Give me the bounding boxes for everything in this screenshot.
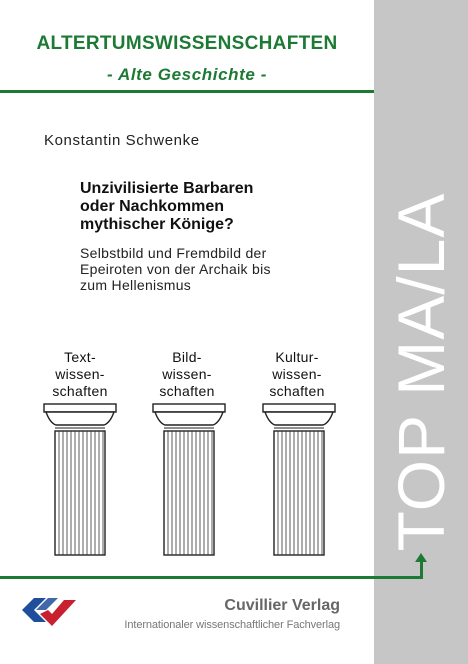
column-label-line: schaften bbox=[269, 383, 325, 399]
column-label-line: Text- bbox=[64, 349, 96, 365]
book-title-line: mythischer Könige? bbox=[80, 216, 234, 233]
column-label-line: wissen- bbox=[55, 366, 105, 382]
column-label-line: schaften bbox=[52, 383, 108, 399]
book-subtitle-line: Selbstbild und Fremdbild der bbox=[80, 245, 267, 261]
book-title-line: Unzivilisierte Barbaren bbox=[80, 180, 254, 197]
doric-column-icon bbox=[153, 404, 225, 555]
series-subtitle: - Alte Geschichte - bbox=[106, 65, 268, 84]
doric-column-icon bbox=[263, 404, 335, 555]
book-subtitle-line: zum Hellenismus bbox=[80, 277, 192, 293]
book-subtitle-line: Epeiroten von der Archaik bis bbox=[80, 261, 271, 277]
arrow-stem bbox=[420, 561, 423, 579]
bottom-divider bbox=[0, 576, 423, 579]
series-title: ALTERTUMSWISSENSCHAFTEN bbox=[36, 33, 338, 54]
column-label-line: wissen- bbox=[162, 366, 212, 382]
cuvillier-logo-icon bbox=[18, 592, 80, 632]
doric-column-icon bbox=[44, 404, 116, 555]
book-title-line: oder Nachkommen bbox=[80, 198, 225, 215]
column-label-line: schaften bbox=[159, 383, 215, 399]
column-label-line: wissen- bbox=[272, 366, 322, 382]
column-label-line: Kultur- bbox=[275, 349, 319, 365]
publisher-name: Cuvillier Verlag bbox=[224, 597, 340, 614]
arrow-up-icon bbox=[415, 553, 427, 562]
publisher-tagline: Internationaler wissenschaftlicher Fachverlag bbox=[124, 619, 340, 631]
series-code-vertical: TOP MA/LA bbox=[384, 192, 458, 552]
column-label-line: Bild- bbox=[172, 349, 202, 365]
author-name: Konstantin Schwenke bbox=[44, 132, 200, 149]
